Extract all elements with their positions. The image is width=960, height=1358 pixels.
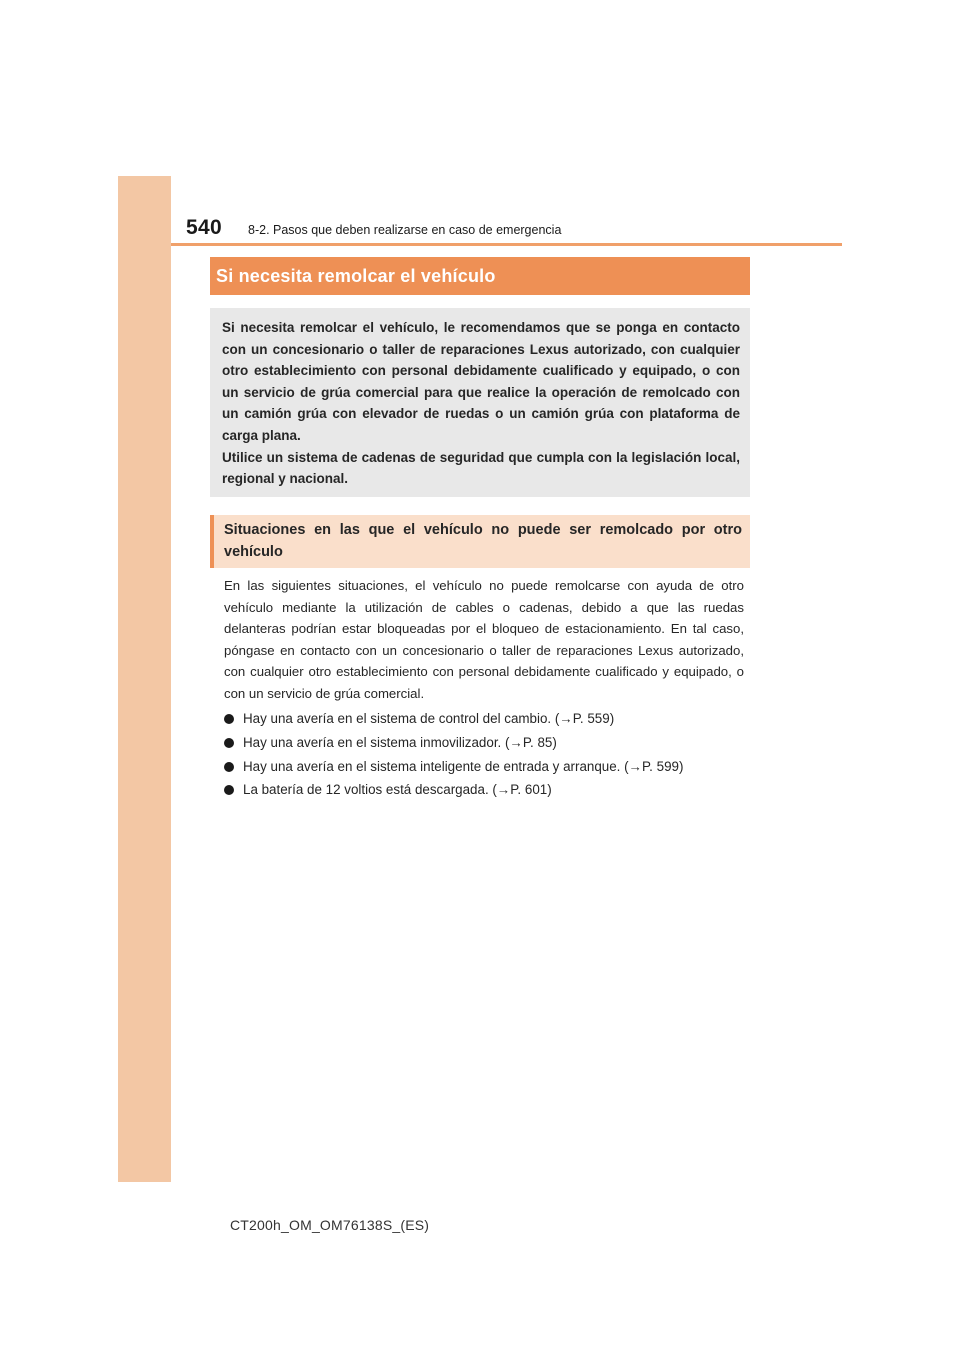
list-item [224, 755, 754, 779]
page-number: 540 [186, 216, 222, 239]
intro-paragraph: Utilice un sistema de cadenas de seguridad que cumpla con la legislación local, regional y nacional. [222, 449, 740, 487]
subsection-title: Situaciones en las que el vehículo no puede ser remolcado por otro vehículo [224, 522, 742, 560]
list-item-text: Hay una avería en el sistema inmovilizador. (→P. 85) [243, 734, 557, 750]
list-item [224, 731, 754, 755]
subsection-header [210, 515, 750, 568]
chapter-side-band [118, 176, 171, 1182]
list-item [224, 707, 754, 731]
list-item [224, 778, 754, 802]
intro-box [210, 308, 750, 497]
bullet-list [224, 707, 754, 802]
list-item-text: Hay una avería en el sistema inteligente de entrada y arranque. (→P. 599) [243, 758, 684, 774]
bullet-icon [224, 738, 234, 748]
bullet-icon [224, 785, 234, 795]
header-divider [171, 243, 842, 246]
bullet-icon [224, 714, 234, 724]
bullet-icon [224, 762, 234, 772]
list-item-text: La batería de 12 voltios está descargada. (→P. 601) [243, 782, 552, 798]
body-paragraph: En las siguientes situaciones, el vehículo no puede remolcarse con ayuda de otro vehículo mediante la utilización de cables o cadenas, debido a que las ruedas delanteras podrían estar bloqueadas por el bloqueo de estacionamiento. En tal caso, póngase en contacto con un concesionario o taller de reparaciones Lexus autorizado, con cualquier otro establecimiento con personal debidamente cualificado y equipado, o con un servicio de grúa comercial. [224, 578, 744, 701]
intro-paragraph: Si necesita remolcar el vehículo, le recomendamos que se ponga en contacto con un concesionario o taller de reparaciones Lexus autorizado, con cualquier otro establecimiento con personal debidamente cualificado y equipado, o con un servicio de grúa comercial para que realice la operación de remolcado con un camión grúa con elevador de ruedas o un camión grúa con plataforma de carga plana. [222, 320, 740, 443]
page-title: Si necesita remolcar el vehículo [216, 265, 496, 286]
footer-doc-code: CT200h_OM_OM76138S_(ES) [230, 1217, 430, 1233]
section-title: 8-2. Pasos que deben realizarse en caso de emergencia [248, 223, 562, 237]
title-bar [210, 257, 750, 295]
list-item-text: Hay una avería en el sistema de control del cambio. (→P. 559) [243, 711, 615, 726]
